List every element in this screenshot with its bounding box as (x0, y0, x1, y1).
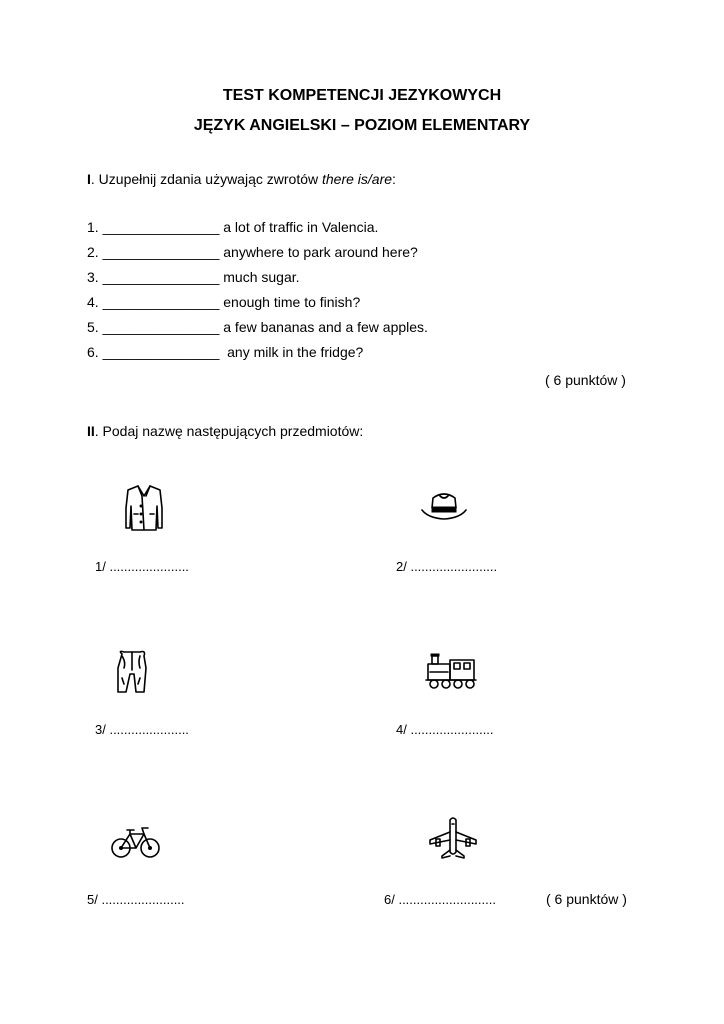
answer-line-4[interactable]: 4/ ....................... (396, 722, 494, 737)
exercise-item-3[interactable]: 3. _______________ much sugar. (87, 269, 300, 285)
section-1-points: ( 6 punktów ) (545, 372, 626, 388)
hat-icon (418, 488, 470, 528)
section-1-numeral: I (87, 171, 91, 187)
answer-line-6[interactable]: 6/ ........................... (384, 892, 496, 907)
section-1-instruction-end: : (392, 171, 396, 187)
section-1-instruction-italic: there is/are (322, 171, 393, 187)
exercise-item-2[interactable]: 2. _______________ anywhere to park around here? (87, 244, 418, 260)
bicycle-icon (110, 824, 162, 862)
exercise-item-4[interactable]: 4. _______________ enough time to finish? (87, 294, 361, 310)
section-2-instruction-text: . Podaj nazwę następujących przedmiotów: (94, 423, 364, 439)
answer-line-2[interactable]: 2/ ........................ (396, 559, 498, 574)
section-2-points: ( 6 punktów ) (546, 891, 627, 907)
exercise-item-5[interactable]: 5. _______________ a few bananas and a few apples. (87, 319, 428, 335)
test-title: TEST KOMPETENCJI JEZYKOWYCH (222, 87, 502, 104)
section-1-instruction (87, 171, 396, 187)
train-icon (424, 650, 480, 692)
exercise-item-6[interactable]: 6. _______________ any milk in the fridge? (87, 344, 364, 360)
airplane-icon (426, 816, 480, 862)
section-2-numeral: II (87, 423, 95, 439)
coat-icon (120, 482, 168, 534)
exercise-item-1[interactable]: 1. _______________ a lot of traffic in Valencia. (87, 219, 379, 235)
answer-line-1[interactable]: 1/ ...................... (95, 559, 189, 574)
section-2-instruction (87, 423, 363, 439)
answer-line-5[interactable]: 5/ ....................... (87, 892, 185, 907)
test-subtitle: JĘZYK ANGIELSKI – POZIOM ELEMENTARY (193, 117, 531, 134)
answer-line-3[interactable]: 3/ ...................... (95, 722, 189, 737)
trousers-icon (110, 648, 154, 696)
section-1-instruction-text: . Uzupełnij zdania używając zwrotów (90, 171, 322, 187)
